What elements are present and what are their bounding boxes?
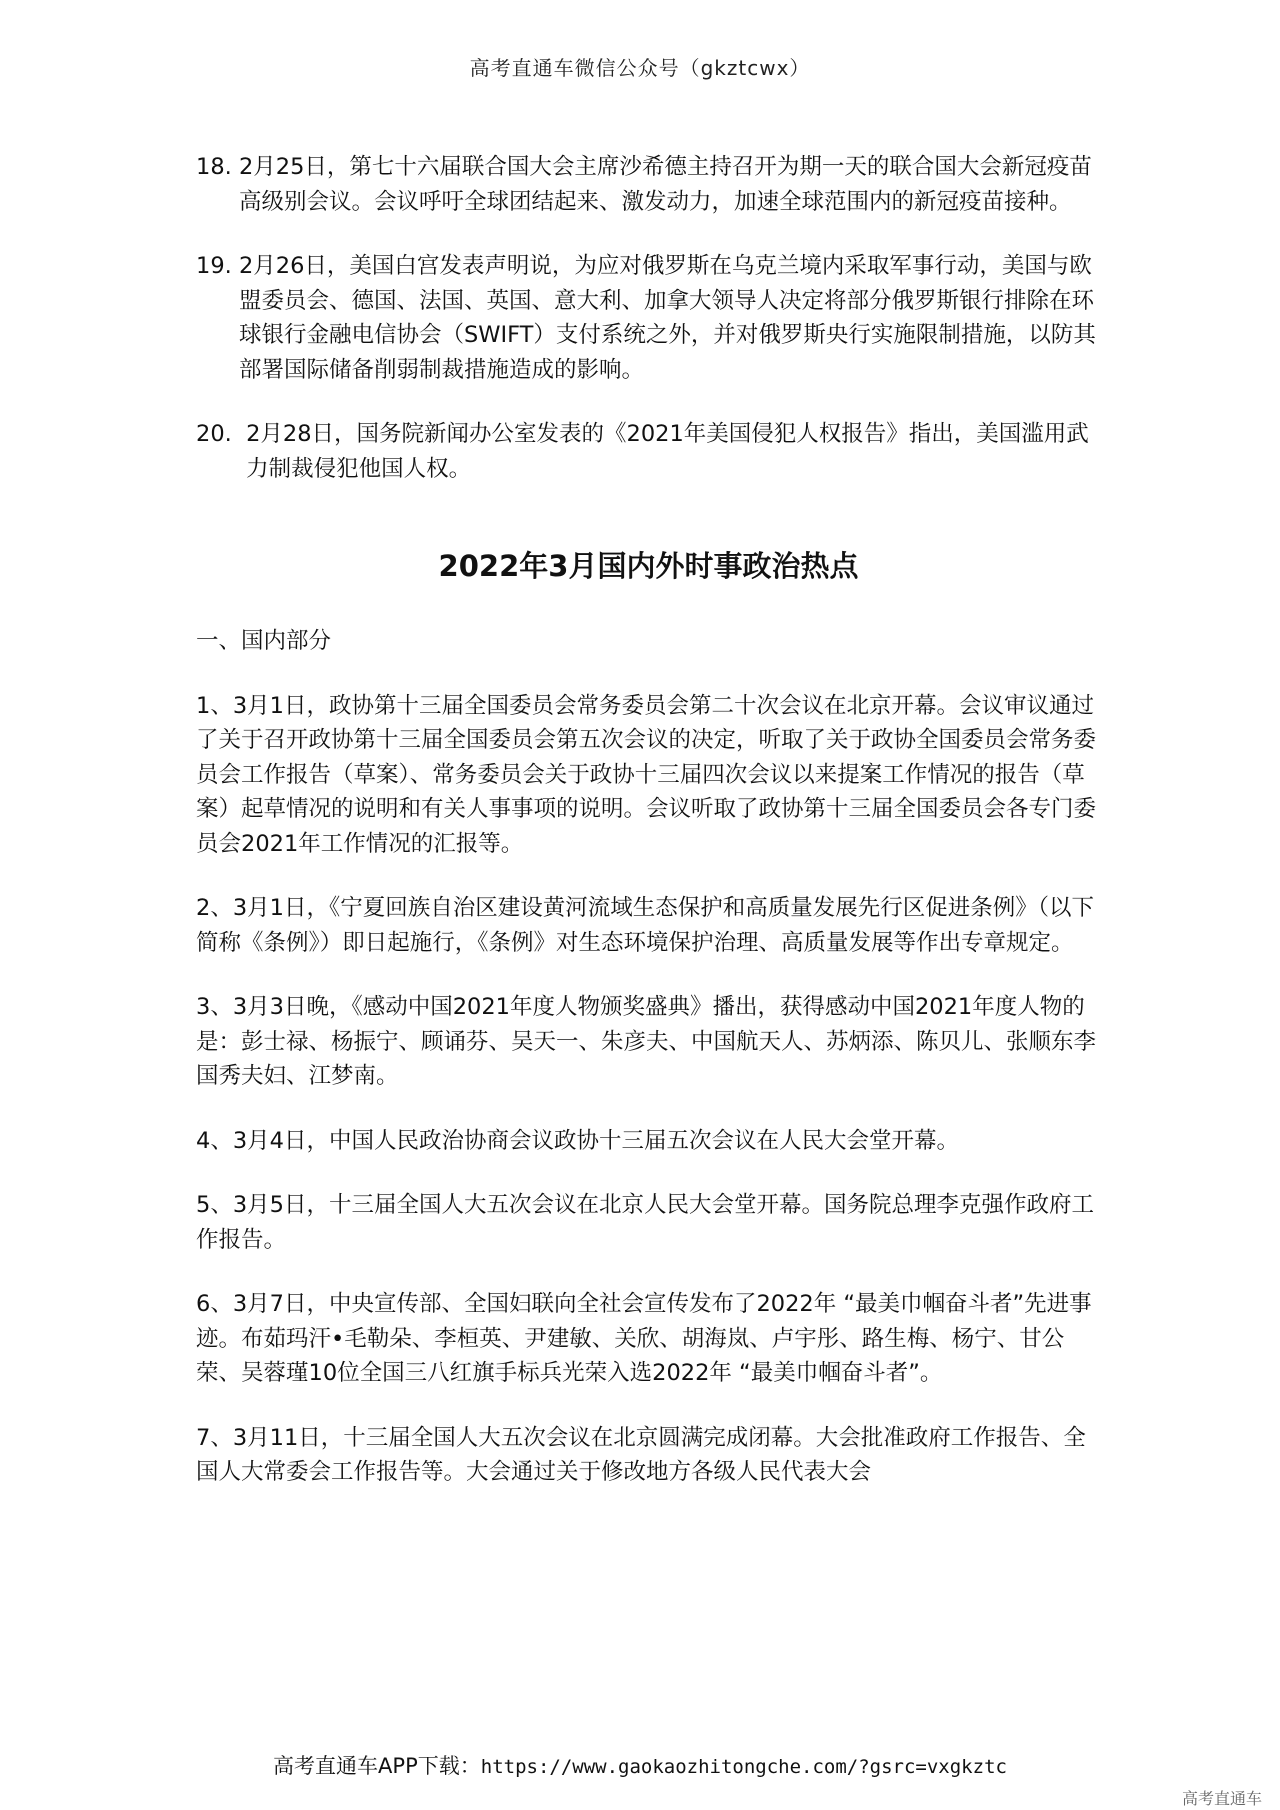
list-item: 3、3月3日晚，《感动中国2021年度人物颁奖盛典》播出，获得感动中国2021年度人物的是：彭士禄、杨振宁、顾诵芬、吴天一、朱彦夫、中国航天人、苏炳添、陈贝儿、张顺东李国秀夫妇、江梦南。 — [196, 994, 1097, 1089]
page-content — [196, 150, 1101, 1520]
list-item: 1、3月1日，政协第十三届全国委员会常务委员会第二十次会议在北京开幕。会议审议通过了关于召开政协第十三届全国委员会第五次会议的决定，听取了关于政协全国委员会常务委员会工作报告（草案）、常务委员会关于政协十三届四次会议以来提案工作情况的报告（草案）起草情况的说明和有关人事事项的说明。会议听取了政协第十三届全国委员会各专门委员会2021年工作情况的汇报等。 — [196, 692, 1097, 857]
item-number: 19. — [196, 253, 239, 279]
page-footer — [0, 1750, 1280, 1780]
item-text: 2月25日，第七十六届联合国大会主席沙希德主持召开为期一天的联合国大会新冠疫苗高级别会议。会议呼吁全球团结起来、激发动力，加速全球范围内的新冠疫苗接种。 — [238, 154, 1092, 215]
list-item: 6、3月7日，中央宣传部、全国妇联向全社会宣传发布了2022年 “最美巾帼奋斗者”先进事迹。布茹玛汗•毛勒朵、李桓英、尹建敏、关欣、胡海岚、卢宇彤、路生梅、杨宁、甘公荣、吴蓉瑾10位全国三八红旗手标兵光荣入选2022年 “最美巾帼奋斗者”。 — [196, 1291, 1092, 1386]
item-number: 20. — [196, 421, 247, 447]
footer-label: 高考直通车APP下载： — [273, 1754, 481, 1778]
list-item — [196, 150, 1101, 219]
list-item: 4、3月4日，中国人民政治协商会议政协十三届五次会议在人民大会堂开幕。 — [196, 1127, 959, 1154]
item-number: 18. — [196, 154, 239, 180]
item-text: 2月26日，美国白宫发表声明说，为应对俄罗斯在乌克兰境内采取军事行动，美国与欧盟委员会、德国、法国、英国、意大利、加拿大领导人决定将部分俄罗斯银行排除在环球银行金融电信协会（SWIFT）支付系统之外，并对俄罗斯央行实施限制措施，以防其部署国际储备削弱制裁措施造成的影响。 — [238, 253, 1096, 383]
list-item: 2、3月1日，《宁夏回族自治区建设黄河流域生态保护和高质量发展先行区促进条例》（以下简称《条例》）即日起施行，《条例》对生态环境保护治理、高质量发展等作出专章规定。 — [196, 895, 1094, 956]
list-item — [196, 417, 1101, 486]
item-text: 2月28日，国务院新闻办公室发表的《2021年美国侵犯人权报告》指出，美国滥用武力制裁侵犯他国人权。 — [246, 421, 1089, 482]
list-item: 7、3月11日，十三届全国人大五次会议在北京圆满完成闭幕。大会批准政府工作报告、全国人大常委会工作报告等。大会通过关于修改地方各级人民代表大会 — [196, 1424, 1086, 1485]
list-item: 5、3月5日，十三届全国人大五次会议在北京人民大会堂开幕。国务院总理李克强作政府工作报告。 — [196, 1192, 1094, 1253]
page-header: 高考直通车微信公众号（gkztcwx） — [469, 56, 811, 80]
download-link[interactable]: https://www.gaokaozhitongche.com/?gsrc=vxgkztc — [480, 1756, 1007, 1778]
section-title: 2022年3月国内外时事政治热点 — [438, 549, 859, 583]
section-heading: 一、国内部分 — [196, 628, 332, 654]
list-item — [196, 249, 1101, 387]
watermark: 高考直通车 — [1181, 1789, 1262, 1808]
